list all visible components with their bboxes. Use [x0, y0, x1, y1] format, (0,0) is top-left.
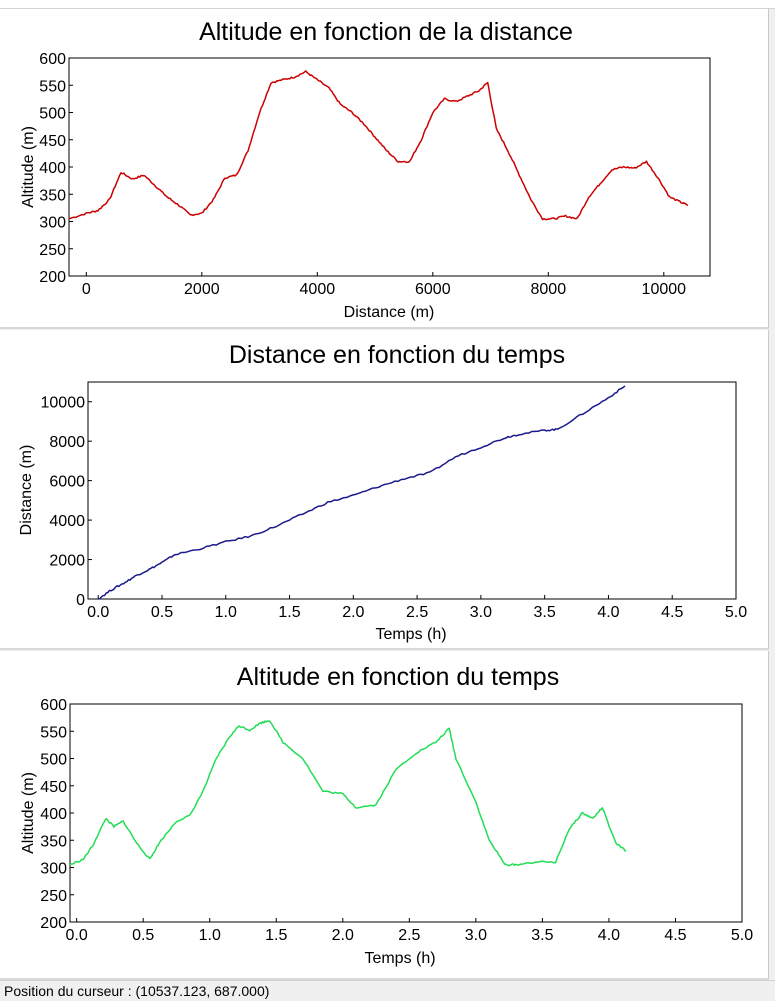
y-tick-label: 6000 — [49, 473, 85, 491]
x-tick-label: 5.0 — [724, 604, 748, 621]
y-axis-label: Distance (m) — [18, 444, 35, 536]
x-tick-label: 4.5 — [661, 604, 684, 621]
plot-area — [70, 704, 742, 922]
y-tick-label: 550 — [40, 724, 67, 742]
y-tick-label: 450 — [39, 132, 66, 150]
x-tick-label: 3.5 — [533, 604, 556, 621]
y-tick-label: 600 — [40, 697, 67, 714]
plot-area — [88, 382, 736, 599]
x-axis-label: Temps (h) — [375, 626, 447, 643]
x-tick-label: 4.0 — [597, 927, 621, 944]
y-tick-label: 200 — [39, 269, 66, 286]
y-tick-label: 550 — [39, 78, 66, 96]
y-tick-label: 400 — [40, 806, 67, 823]
x-axis-label: Temps (h) — [364, 950, 436, 967]
x-tick-label: 4000 — [299, 281, 336, 298]
y-tick-label: 600 — [39, 51, 66, 68]
x-tick-label: 2.5 — [398, 927, 421, 944]
window-top-strip — [0, 0, 775, 9]
x-axis-label: Distance (m) — [343, 304, 435, 321]
x-tick-label: 1.5 — [265, 927, 288, 944]
chart-distance-temps — [0, 330, 768, 648]
y-tick-label: 500 — [39, 105, 66, 123]
chart-title: Distance en fonction du temps — [228, 341, 566, 369]
chart-title: Altitude en fonction du temps — [236, 663, 560, 691]
x-tick-label: 0.0 — [87, 604, 110, 621]
x-tick-label: 10000 — [641, 281, 687, 298]
x-tick-label: 3.0 — [464, 927, 487, 944]
x-tick-label: 0 — [81, 281, 91, 298]
chart-altitude-distance — [0, 9, 768, 327]
x-tick-label: 1.0 — [198, 927, 221, 944]
y-tick-label: 450 — [40, 778, 67, 796]
x-tick-label: 3.0 — [469, 604, 493, 621]
x-tick-label: 2000 — [184, 281, 220, 298]
y-axis-label: Altitude (m) — [20, 772, 37, 854]
x-tick-label: 1.0 — [214, 604, 237, 621]
cursor-position-text: Position du curseur : (10537.123, 687.000) — [4, 983, 270, 999]
y-tick-label: 350 — [40, 833, 67, 851]
y-tick-label: 350 — [39, 187, 66, 205]
y-tick-label: 0 — [76, 592, 85, 609]
y-axis-label: Altitude (m) — [20, 126, 37, 208]
y-tick-label: 250 — [40, 887, 67, 905]
y-tick-label: 200 — [40, 915, 67, 932]
x-tick-label: 4.5 — [664, 927, 687, 944]
x-tick-label: 3.5 — [531, 927, 554, 944]
chart-panel-altitude-distance — [0, 9, 769, 329]
y-tick-label: 4000 — [49, 513, 85, 531]
x-tick-label: 0.5 — [150, 604, 174, 621]
plot-area — [69, 58, 710, 276]
chart-title: Altitude en fonction de la distance — [199, 18, 573, 46]
x-tick-label: 0.0 — [65, 927, 88, 944]
y-tick-label: 300 — [40, 860, 67, 878]
x-tick-label: 6000 — [415, 281, 451, 298]
x-tick-label: 2.0 — [331, 927, 354, 944]
x-tick-label: 0.5 — [132, 927, 155, 944]
y-tick-label: 500 — [40, 751, 67, 769]
y-tick-label: 10000 — [40, 394, 85, 412]
y-tick-label: 300 — [39, 214, 66, 232]
chart-panel-distance-temps — [0, 330, 769, 650]
x-tick-label: 1.5 — [278, 604, 301, 621]
status-bar — [0, 980, 775, 1001]
chart-panel-altitude-temps — [0, 651, 769, 980]
x-tick-label: 2.0 — [342, 604, 365, 621]
chart-altitude-temps — [0, 651, 768, 978]
x-tick-label: 8000 — [530, 281, 567, 298]
x-tick-label: 5.0 — [730, 927, 754, 944]
y-tick-label: 400 — [39, 160, 66, 177]
y-tick-label: 250 — [39, 241, 66, 259]
x-tick-label: 2.5 — [405, 604, 429, 621]
y-tick-label: 2000 — [49, 552, 85, 570]
x-tick-label: 4.0 — [597, 604, 620, 621]
y-tick-label: 8000 — [49, 434, 85, 452]
